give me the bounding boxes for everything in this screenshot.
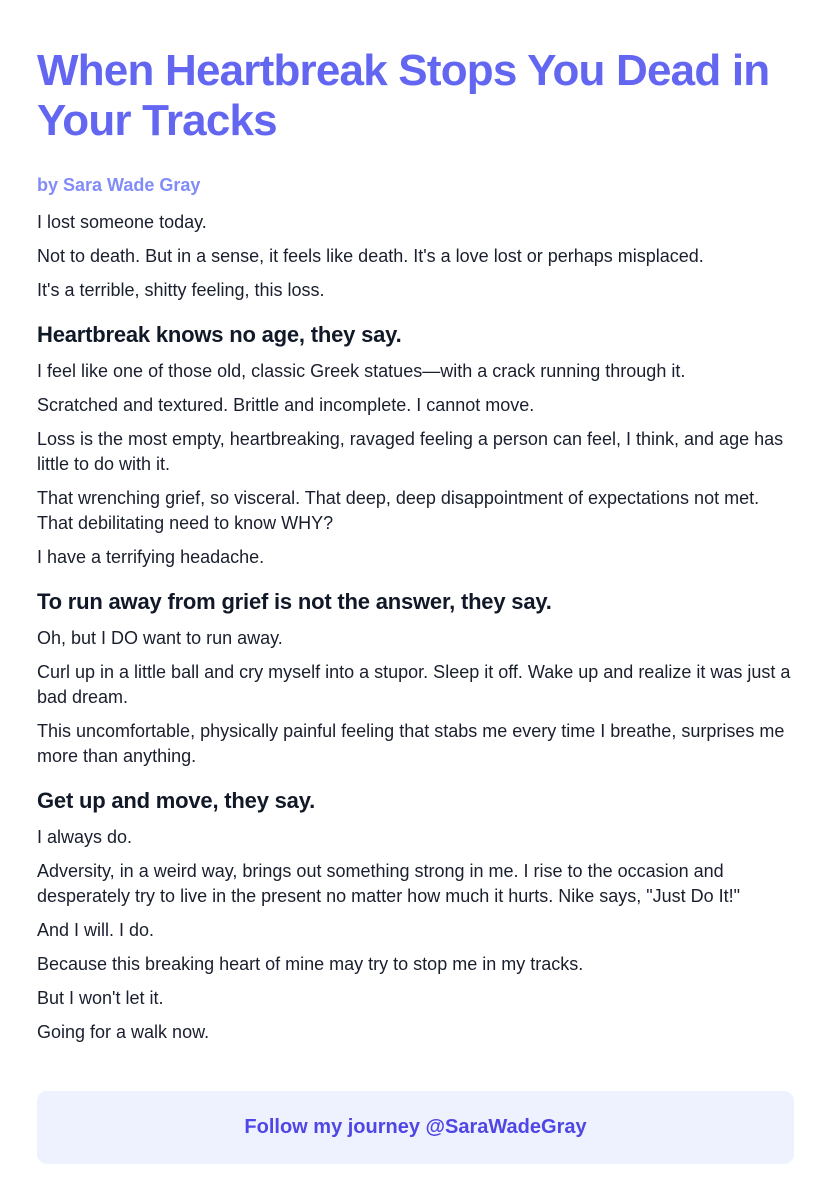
paragraph: Not to death. But in a sense, it feels like death. It's a love lost or perhaps misplaced.	[37, 246, 704, 266]
paragraph: I feel like one of those old, classic Greek statues—with a crack running through it.	[37, 361, 686, 381]
paragraph: It's a terrible, shitty feeling, this loss.	[37, 280, 325, 300]
paragraph: Curl up in a little ball and cry myself into a stupor. Sleep it off. Wake up and realize it was just a bad dream.	[37, 662, 791, 707]
paragraph: I have a terrifying headache.	[37, 547, 265, 567]
section-heading: To run away from grief is not the answer, they say.	[37, 589, 552, 614]
intro-section	[37, 210, 794, 303]
section-heartbreak	[37, 320, 794, 570]
article-title: When Heartbreak Stops You Dead in Your Tracks	[37, 46, 770, 145]
paragraph: But I won't let it.	[37, 988, 164, 1008]
paragraph: I always do.	[37, 827, 133, 847]
paragraph: This uncomfortable, physically painful feeling that stabs me every time I breathe, surprises me more than anything.	[37, 721, 785, 766]
paragraph: And I will. I do.	[37, 920, 155, 940]
section-heading: Get up and move, they say.	[37, 788, 316, 813]
section-run-away	[37, 587, 794, 769]
follow-link[interactable]: Follow my journey @SaraWadeGray	[244, 1116, 587, 1138]
paragraph: Because this breaking heart of mine may try to stop me in my tracks.	[37, 954, 584, 974]
paragraph: That wrenching grief, so visceral. That deep, deep disappointment of expectations not met. That debilitating need to know WHY?	[37, 488, 760, 533]
paragraph: Oh, but I DO want to run away.	[37, 628, 283, 648]
paragraph: Loss is the most empty, heartbreaking, ravaged feeling a person can feel, I think, and age has little to do with it.	[37, 429, 784, 474]
paragraph: Adversity, in a weird way, brings out something strong in me. I rise to the occasion and desperately try to live in the present no matter how much it hurts. Nike says, "Just Do It!"	[37, 861, 741, 906]
author-byline: by Sara Wade Gray	[37, 175, 201, 195]
section-get-up	[37, 786, 794, 1045]
paragraph: Scratched and textured. Brittle and incomplete. I cannot move.	[37, 395, 535, 415]
paragraph: Going for a walk now.	[37, 1022, 210, 1042]
follow-callout	[37, 1091, 794, 1164]
section-heading: Heartbreak knows no age, they say.	[37, 322, 402, 347]
paragraph: I lost someone today.	[37, 212, 207, 232]
